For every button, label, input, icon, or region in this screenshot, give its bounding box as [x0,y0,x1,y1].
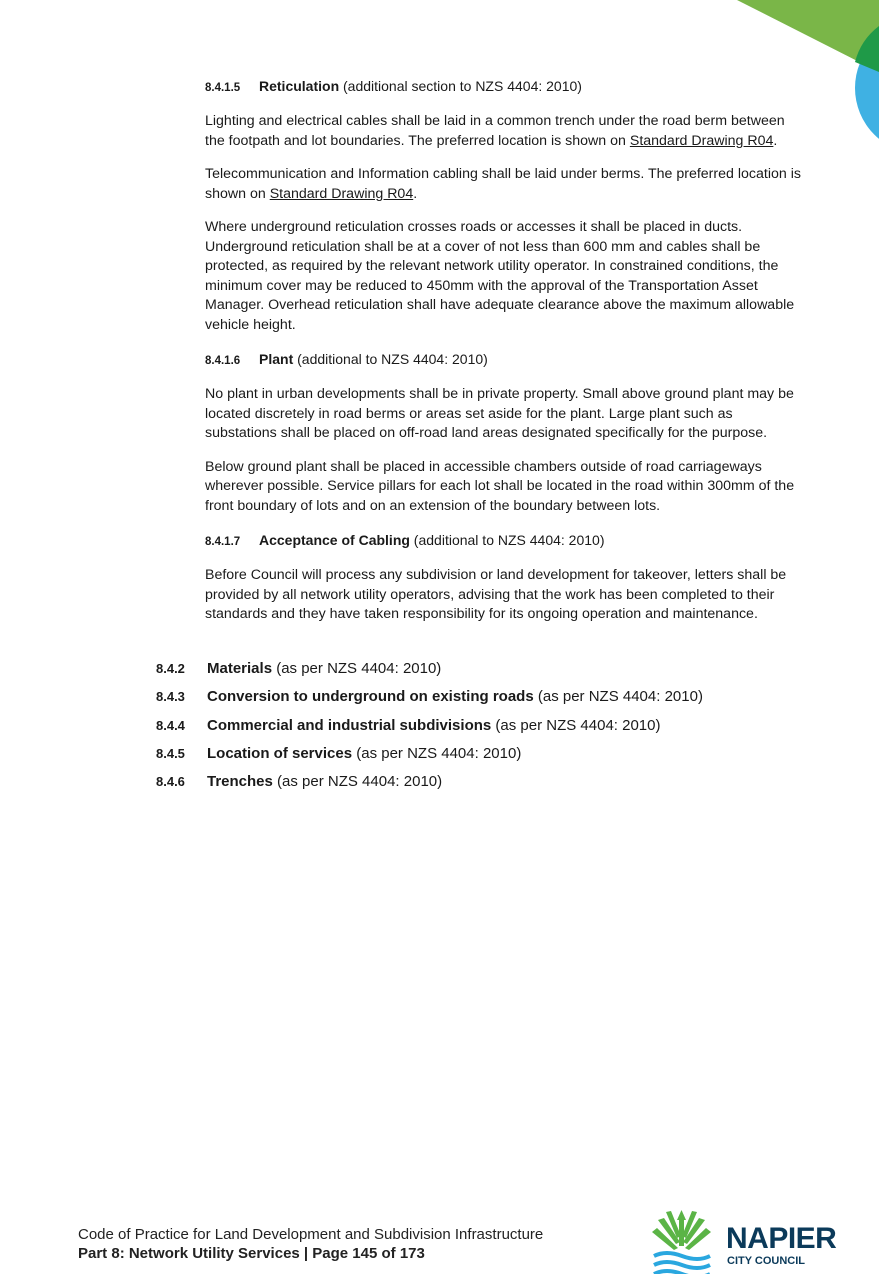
section-title: Trenches [207,773,273,791]
section-qualifier: (as per NZS 4404: 2010) [533,688,703,706]
footer-page-info: Part 8: Network Utility Services | Page 145 of 173 [78,1245,425,1262]
section-qualifier: (additional to NZS 4404: 2010) [293,351,488,367]
section-number: 8.4.1.7 [205,536,241,548]
paragraph: No plant in urban developments shall be in private property. Small above ground plant may be located discretely in road berms or areas set aside for the plant. Large plant such as substations shall be placed on off-road land areas designated specifically for the purpose. [205,386,794,441]
heading-8-4-4 [156,716,836,744]
section-number: 8.4.3 [156,689,185,705]
heading-8-4-1-5 [205,76,805,98]
paragraph: Lighting and electrical cables shall be laid in a common trench under the road berm between the footpath and lot boundaries. The preferred location is shown on Standard Drawing R04. [205,113,785,149]
logo-emblem-icon [650,1208,714,1274]
section-title: Commercial and industrial subdivisions [207,716,492,734]
footer-document-title: Code of Practice for Land Development and Subdivision Infrastructure [78,1226,544,1243]
section-number: 8.4.1.5 [205,82,241,94]
section-title: Plant [259,351,294,367]
section-number: 8.4.1.6 [205,355,241,367]
standard-drawing-link[interactable]: Standard Drawing R04 [629,132,774,149]
section-qualifier: (additional section to NZS 4404: 2010) [339,78,582,94]
heading-8-4-1-7 [205,530,805,552]
section-qualifier: (additional to NZS 4404: 2010) [409,532,605,548]
section-title: Location of services [207,744,353,762]
section-qualifier: (as per NZS 4404: 2010) [491,716,661,734]
logo-subtitle: CITY COUNCIL [727,1255,806,1267]
logo-name: NAPIER [726,1222,837,1255]
paragraph: Where underground reticulation crosses roads or accesses it shall be placed in ducts. Underground reticulation shall be at a cover of not less than 600 mm and cables shall be protected, as required by the relevant network utility operator. In constrained conditions, the minimum cover may be reduced to 450mm with the approval of the Transportation Asset Manager. Overhead reticulation shall have adequate clearance above the maximum allowable vehicle height. [205,219,795,333]
subsection-list [156,659,836,800]
heading-8-4-6 [156,772,836,800]
paragraph: Before Council will process any subdivision or land development for takeover, letters shall be provided by all network utility operators, advising that the work has been completed to their standards and they have taken responsibility for its ongoing operation and maintenance. [205,567,787,622]
paragraph: Telecommunication and Information cabling shall be laid under berms. The preferred location is shown on Standard Drawing R04. [205,166,801,202]
section-title: Conversion to underground on existing roads [207,688,534,706]
section-title: Acceptance of Cabling [259,532,410,548]
section-qualifier: (as per NZS 4404: 2010) [352,744,522,762]
page-footer [78,1225,543,1263]
section-number: 8.4.2 [156,661,185,676]
heading-8-4-3 [156,687,836,715]
heading-8-4-2 [156,659,836,687]
section-qualifier: (as per NZS 4404: 2010) [272,660,442,677]
section-number: 8.4.6 [156,774,185,790]
heading-8-4-1-6 [205,349,805,371]
section-number: 8.4.4 [156,717,185,733]
standard-drawing-link[interactable]: Standard Drawing R04 [269,185,414,202]
section-title: Reticulation [259,78,340,94]
section-number: 8.4.5 [156,745,185,761]
main-content [205,76,805,639]
heading-8-4-5 [156,744,836,772]
napier-city-council-logo [650,1208,850,1274]
section-qualifier: (as per NZS 4404: 2010) [272,773,443,791]
section-title: Materials [207,660,273,677]
paragraph: Below ground plant shall be placed in accessible chambers outside of road carriageways wherever possible. Service pillars for each lot shall be located in the road within 300mm of the front boundary of lots and on an extension of the boundary between lots. [205,458,795,514]
